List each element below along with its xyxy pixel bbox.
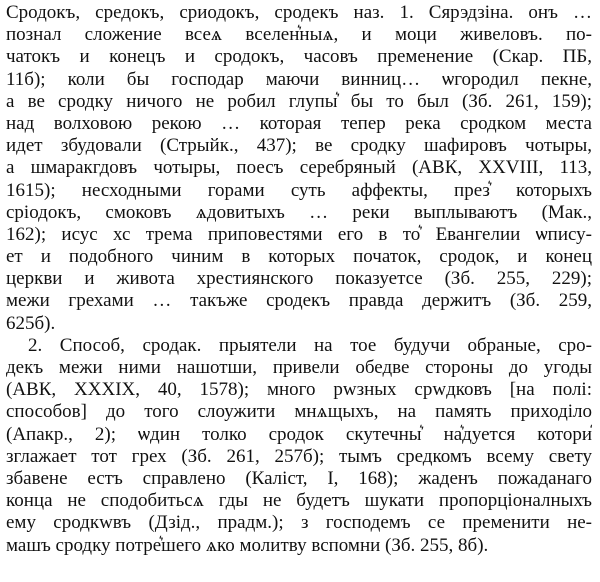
text-line: над волховою рекою … которая тепер река сродком места [6, 112, 592, 134]
paragraph-2 [6, 335, 592, 557]
text-line: машъ сродку потре͛шего ѧко молитву вспомни (Зб. 255, 8б). [6, 534, 489, 556]
text-line: Сродокъ, средокъ, сриодокъ, сродекъ наз. 1. Сярэдзіна. онъ … [6, 2, 592, 23]
paragraph-1 [6, 2, 592, 335]
text-line: 1615); несходными горами суть аффекты, през͛ которыхъ [6, 179, 592, 201]
text-line: 162); исус хс трема приповестями его в то͛ Евангелии ѡпису- [6, 223, 592, 245]
text-line: зглажает тот грех (Зб. 261, 257б); тымъ средкомъ всему свету [6, 445, 592, 467]
text-line: а ве сродку ничого не робил глупы͛ бы то был (Зб. 261, 159); [6, 90, 592, 112]
text-line: 11б); коли бы господар маючи винниц… ѡгородил пекне, [6, 68, 592, 90]
text-line: ему сродкwвъ (Дзід., прадм.); з господемъ се пременити не- [6, 512, 592, 534]
text-line: а шмаракгдовъ чотыры, поесъ серебряный (АВК, XXVIII, 113, [6, 157, 592, 179]
text-line: идет збудовали (Стрыйк., 437); ве сродку шафировъ чотыры, [6, 135, 592, 157]
text-line: збавене естъ справлено (Каліст, I, 168); жаденъ пожаданаго [6, 467, 592, 489]
text-line: церкви и живота хрестиянского показуетсе (Зб. 255, 229); [6, 268, 592, 290]
text-line: 2. Способ, сродак. прыятели на тое будучи обраные, сро- [28, 334, 592, 356]
text-line: декъ межи ними нашотши, привели обедве стороны до угоды [6, 357, 592, 378]
text-line: конца не сподобитьсѧ гды не будетъ шукати пропорціоналныхъ [6, 490, 592, 512]
text-line: сріодокъ, смоковъ ѧдовитыхъ … реки выплываютъ (Мак., [6, 201, 592, 223]
text-line: (Апакр., 2); ѡдин толко сродок скутечны͛ на͛дуется котори͛ [6, 423, 592, 445]
text-line: ет и подобного чиним в которых початок, сродок, и конец [6, 246, 592, 268]
text-line: межи грехами … такъже сродекъ правда держитъ (Зб. 259, [6, 290, 592, 312]
text-line: способов] до того слоужити мнѧщыхъ, на память приходіло [6, 401, 592, 423]
text-line: 625б). [6, 312, 56, 334]
text-line: (АВК, XXXIX, 40, 1578); много рwзных срwдковъ [на полі: [6, 379, 592, 401]
text-line: чатокъ и конецъ и сродокъ, часовъ пременение (Скар. ПБ, [6, 46, 592, 68]
text-line: познал сложение всеѧ вселен͛ныѧ, и моци живеловъ. по- [6, 24, 592, 46]
